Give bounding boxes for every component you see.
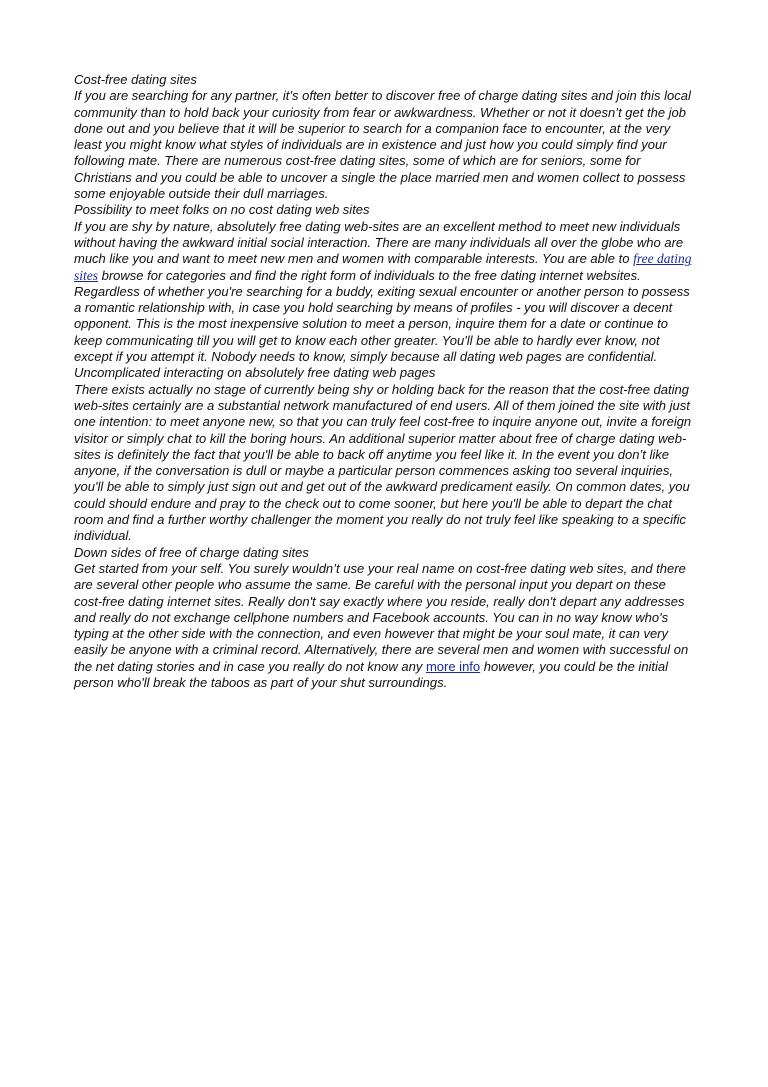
document-body (74, 72, 696, 691)
paragraph-shy-nature (74, 219, 696, 366)
paragraph-text: however, you could be the initial person who'll break the taboos as part of your shut surroundings. (74, 658, 669, 690)
section-heading-uncomplicated: Uncomplicated interacting on absolutely free dating web pages (74, 365, 436, 381)
section-heading-possibility: Possibility to meet folks on no cost dating web sites (74, 202, 370, 218)
paragraph-text: Get started from your self. You surely wouldn’t use your real name on cost-free dating web sites, and there are several other people who assume the same. Be careful with the personal input you depart on these cost-free dating internet sites. Really don't say exactly where you reside, really don't depart any addresses and really do not exchange cellphone numbers and Facebook accounts. You can in no way know who's typing at the other side with the connection, and even however that might be your soul mate, it can very easily be anyone with a criminal record. Alternatively, there are several men and women with successful on the net dating stories and in case you really do not know any (74, 560, 689, 674)
free-dating-sites-link[interactable]: free dating sites (74, 251, 692, 283)
paragraph-text: browse for categories and find the right form of individuals to the free dating internet websites. Regardless of whether you're searching for a buddy, exiting sexual encounter or another person to possess a romantic relationship with, in case you hold searching by means of profiles - you will discover a decent opponent. This is the most inexpensive solution to meet a person, inquire them for a date or continue to keep communicating till you will get to know each other greater. You'll be able to hardly ever know, not except if you attempt it. Nobody needs to know, simply because all dating web pages are confidential. (74, 267, 690, 365)
section-heading-down-sides: Down sides of free of charge dating sites (74, 544, 309, 560)
paragraph-down-sides (74, 561, 696, 691)
paragraph-intro: If you are searching for any partner, it’s often better to discover free of charge dating sites and join this local community than to hold back your curiosity from fear or awkwardness. Whether or not it doesn’t get the job done out and you believe that it will be superior to search for a companion face to encounter, at the very least you might know what styles of individuals are in existence and just how you could simply find your following mate. There are numerous cost-free dating sites, some of which are for seniors, some for Christians and you could be able to uncover a single the place married men and women collect to possess some enjoyable outside their dull marriages. (74, 88, 691, 202)
paragraph-interacting: There exists actually no stage of currently being shy or holding back for the reason that the cost-free dating web-sites certainly are a substantial network manufactured of end users. All of them joined the site with just one intention: to meet anyone new, so that you can truly feel cost-free to inquire anyone out, invite a foreign visitor or simply chat to kill the boring hours. An additional superior matter about free of charge dating web-sites is definitely the fact that you'll be able to back off anytime you feel like it. In the event you don’t like anyone, if the conversation is dull or maybe a particular person commences asking too several inquiries, you'll be able to simply just sign out and get out of the awkward predicament easily. On common dates, you could should endure and pray to the check out to come sooner, but here you'll be able to depart the chat room and find a further worthy challenger the moment you really do not truly feel like speaking to a specific individual. (74, 381, 692, 544)
document-title: Cost-free dating sites (74, 72, 197, 87)
paragraph-text: If you are shy by nature, absolutely free dating web-sites are an excellent method to meet new individuals without having the awkward initial social interaction. There are many individuals all over the globe who are much like you and want to meet new men and women with comparable interests. You are able to (74, 218, 684, 267)
more-info-link[interactable]: more info (425, 658, 481, 674)
